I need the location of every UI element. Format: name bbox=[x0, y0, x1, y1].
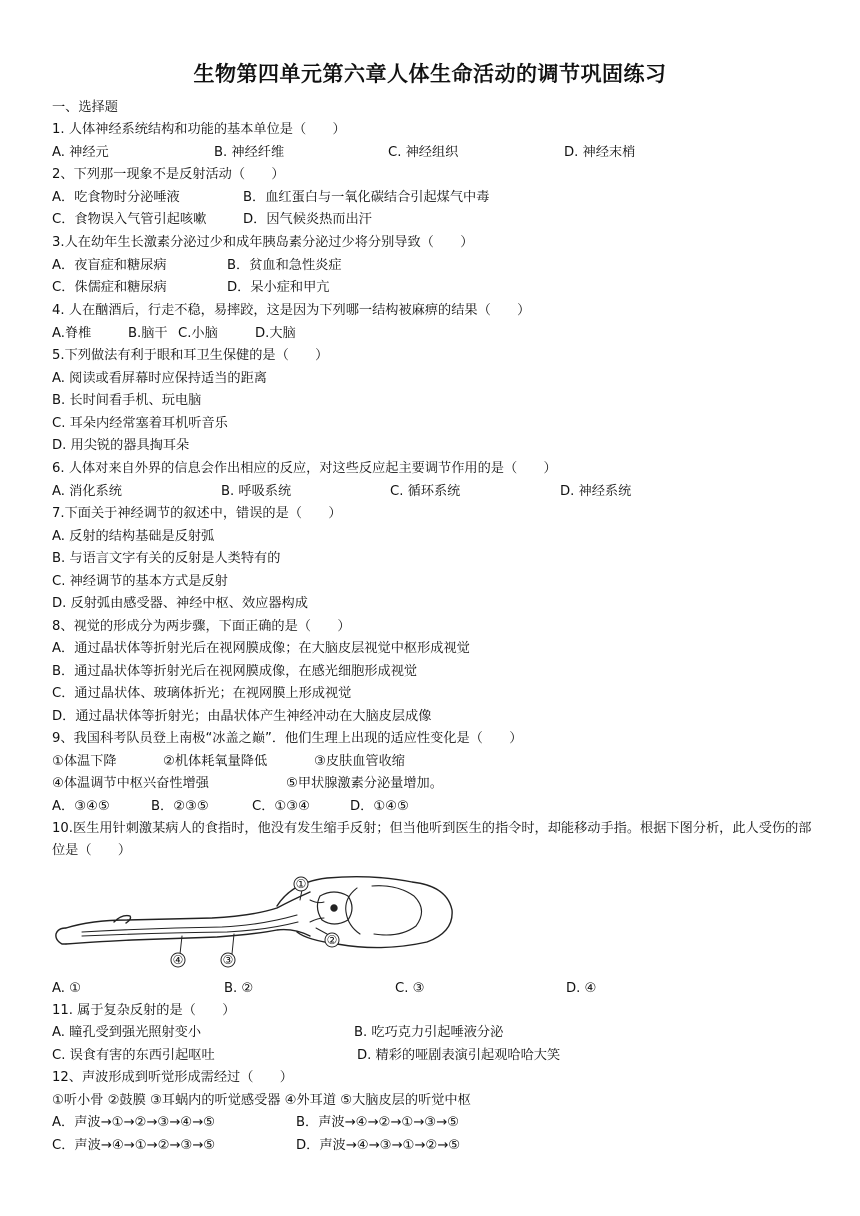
q2-option-b: B．血红蛋白与一氧化碳结合引起煤气中毒 bbox=[243, 190, 490, 205]
q11-option-d: D. 精彩的哑剧表演引起观哈哈大笑 bbox=[357, 1048, 561, 1063]
q2-option-a: A．吃食物时分泌唾液 bbox=[52, 190, 180, 205]
figure-label-4: ④ bbox=[172, 953, 184, 967]
q1-option-a: A. 神经元 bbox=[52, 145, 109, 160]
q9-item-2: ②机体耗氧量降低 bbox=[163, 754, 268, 769]
figure-label-3: ③ bbox=[222, 953, 234, 967]
question-2-stem: 2、下列那一现象不是反射活动（ ） bbox=[52, 167, 285, 182]
question-6-stem: 6. 人体对来自外界的信息会作出相应的反应，对这些反应起主要调节作用的是（ ） bbox=[52, 461, 557, 476]
q5-option-b: B. 长时间看手机、玩电脑 bbox=[52, 393, 202, 408]
q11-option-b: B. 吃巧克力引起唾液分泌 bbox=[354, 1025, 504, 1040]
reflex-arc-figure bbox=[52, 870, 472, 975]
q10-option-a: A. ① bbox=[52, 981, 81, 996]
q9-item-3: ③皮肤血管收缩 bbox=[314, 754, 405, 769]
question-5-stem: 5.下列做法有利于眼和耳卫生保健的是（ ） bbox=[52, 348, 329, 363]
q6-option-b: B. 呼吸系统 bbox=[221, 484, 292, 499]
q7-option-c: C. 神经调节的基本方式是反射 bbox=[52, 574, 228, 589]
q9-item-5: ⑤甲状腺激素分泌量增加。 bbox=[286, 776, 443, 791]
q12-option-d: D．声波→④→③→①→②→⑤ bbox=[296, 1138, 461, 1153]
question-8-stem: 8、视觉的形成分为两步骤，下面正确的是（ ） bbox=[52, 619, 351, 634]
question-3-stem: 3.人在幼年生长激素分泌过少和成年胰岛素分泌过少将分别导致（ ） bbox=[52, 235, 474, 250]
q9-option-c: C．①③④ bbox=[252, 799, 310, 814]
q1-option-b: B. 神经纤维 bbox=[214, 145, 285, 160]
q6-option-a: A. 消化系统 bbox=[52, 484, 122, 499]
q9-item-1: ①体温下降 bbox=[52, 754, 117, 769]
question-4-stem: 4. 人在酗酒后，行走不稳，易摔跤，这是因为下列哪一结构被麻痹的结果（ ） bbox=[52, 303, 531, 318]
question-7-stem: 7.下面关于神经调节的叙述中，错误的是（ ） bbox=[52, 506, 342, 521]
q3-option-a: A．夜盲症和糖尿病 bbox=[52, 258, 167, 273]
q5-option-c: C. 耳朵内经常塞着耳机听音乐 bbox=[52, 416, 228, 431]
q10-option-d: D. ④ bbox=[566, 981, 597, 996]
q3-option-c: C．侏儒症和糖尿病 bbox=[52, 280, 167, 295]
q9-option-a: A．③④⑤ bbox=[52, 799, 110, 814]
q1-option-c: C. 神经组织 bbox=[388, 145, 459, 160]
question-11-stem: 11. 属于复杂反射的是（ ） bbox=[52, 1003, 236, 1018]
figure-label-1: ① bbox=[295, 877, 307, 891]
q7-option-b: B. 与语言文字有关的反射是人类特有的 bbox=[52, 551, 281, 566]
q8-option-c: C．通过晶状体、玻璃体折光；在视网膜上形成视觉 bbox=[52, 686, 352, 701]
q3-option-b: B．贫血和急性炎症 bbox=[227, 258, 342, 273]
q12-option-c: C．声波→④→①→②→③→⑤ bbox=[52, 1138, 216, 1153]
q5-option-a: A. 阅读或看屏幕时应保持适当的距离 bbox=[52, 371, 267, 386]
q3-option-d: D．呆小症和甲亢 bbox=[227, 280, 330, 295]
section-heading: 一、选择题 bbox=[52, 100, 118, 115]
q4-option-c: C.小脑 bbox=[178, 326, 218, 341]
q1-option-d: D. 神经末梢 bbox=[564, 145, 636, 160]
q7-option-a: A. 反射的结构基础是反射弧 bbox=[52, 529, 215, 544]
q7-option-d: D. 反射弧由感受器、神经中枢、效应器构成 bbox=[52, 596, 308, 611]
question-1-stem: 1. 人体神经系统结构和功能的基本单位是（ ） bbox=[52, 122, 346, 137]
q12-items: ①听小骨 ②鼓膜 ③耳蜗内的听觉感受器 ④外耳道 ⑤大脑皮层的听觉中枢 bbox=[52, 1093, 471, 1108]
q2-option-c: C．食物误入气管引起咳嗽 bbox=[52, 212, 207, 227]
q4-option-b: B.脑干 bbox=[128, 326, 168, 341]
q6-option-c: C. 循环系统 bbox=[390, 484, 461, 499]
q4-option-d: D.大脑 bbox=[255, 326, 296, 341]
question-12-stem: 12、声波形成到听觉形成需经过（ ） bbox=[52, 1070, 293, 1085]
q4-option-a: A.脊椎 bbox=[52, 326, 92, 341]
q8-option-d: D．通过晶状体等折射光；由晶状体产生神经冲动在大脑皮层成像 bbox=[52, 709, 432, 724]
q11-option-a: A. 瞳孔受到强光照射变小 bbox=[52, 1025, 202, 1040]
question-9-stem: 9、我国科考队员登上南极“冰盖之巅”．他们生理上出现的适应性变化是（ ） bbox=[52, 731, 523, 746]
q10-option-b: B. ② bbox=[224, 981, 254, 996]
page-title: 生物第四单元第六章人体生命活动的调节巩固练习 bbox=[193, 62, 667, 86]
q10-option-c: C. ③ bbox=[395, 981, 425, 996]
q12-option-b: B．声波→④→②→①→③→⑤ bbox=[296, 1115, 459, 1130]
q9-item-4: ④体温调节中枢兴奋性增强 bbox=[52, 776, 209, 791]
q12-option-a: A．声波→①→②→③→④→⑤ bbox=[52, 1115, 215, 1130]
q8-option-b: B．通过晶状体等折射光后在视网膜成像，在感光细胞形成视觉 bbox=[52, 664, 418, 679]
q2-option-d: D．因气候炎热而出汗 bbox=[243, 212, 372, 227]
figure-label-2: ② bbox=[326, 933, 338, 947]
q9-option-d: D．①④⑤ bbox=[350, 799, 409, 814]
q8-option-a: A．通过晶状体等折射光后在视网膜成像；在大脑皮层视觉中枢形成视觉 bbox=[52, 641, 470, 656]
q11-option-c: C. 误食有害的东西引起呕吐 bbox=[52, 1048, 215, 1063]
q6-option-d: D. 神经系统 bbox=[560, 484, 632, 499]
question-10-stem: 10.医生用针刺激某病人的食指时，他没有发生缩手反射；但当他听到医生的指令时，却能移动手指。根据下图分析，此人受伤的部位是（ ） bbox=[52, 821, 812, 858]
q9-option-b: B．②③⑤ bbox=[151, 799, 209, 814]
q5-option-d: D. 用尖锐的器具掏耳朵 bbox=[52, 438, 190, 453]
